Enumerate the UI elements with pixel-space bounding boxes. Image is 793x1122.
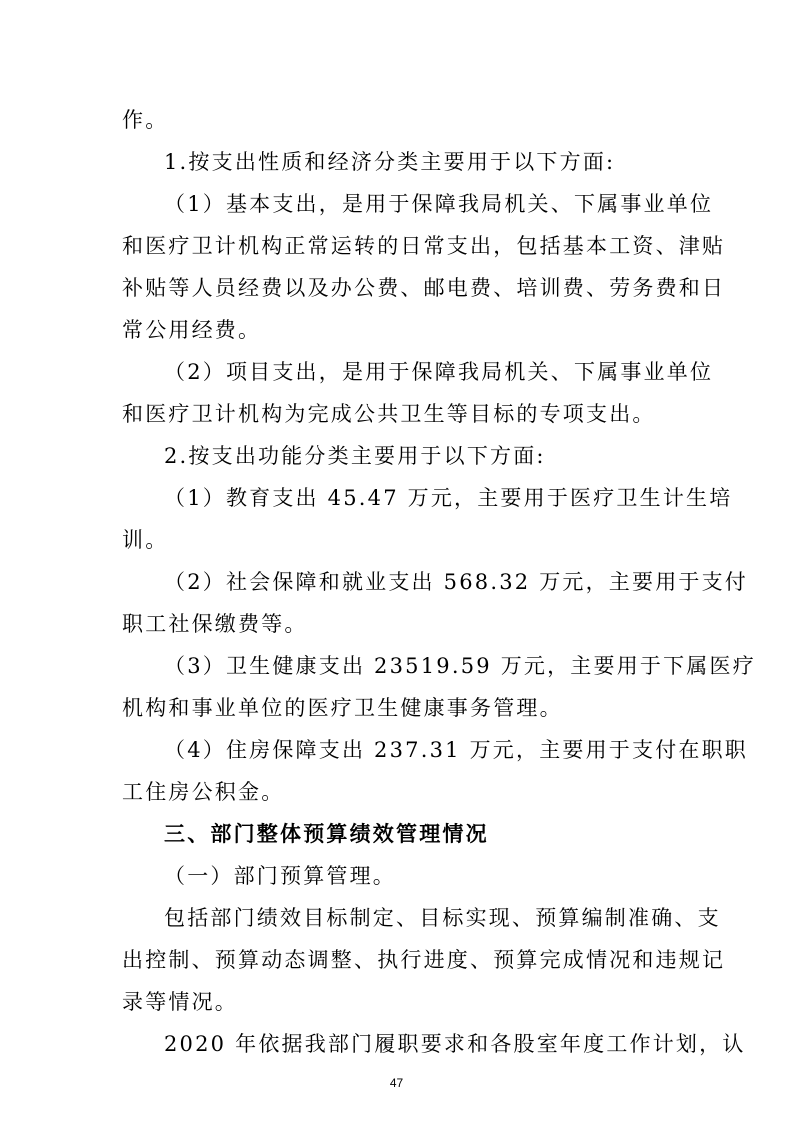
- section-item-1: 1.按支出性质和经济分类主要用于以下方面:: [164, 150, 616, 174]
- paragraph-line: 机构和事业单位的医疗卫生健康事务管理。: [122, 696, 563, 720]
- paragraph-line: 常公用经费。: [122, 318, 262, 342]
- paragraph-line: （2）项目支出，是用于保障我局机关、下属事业单位: [164, 360, 714, 384]
- paragraph-line: 包括部门绩效目标制定、目标实现、预算编制准确、支: [164, 906, 721, 930]
- paragraph-line: 职工社保缴费等。: [122, 612, 308, 636]
- paragraph-line: （2）社会保障和就业支出 568.32 万元，主要用于支付: [164, 570, 748, 594]
- paragraph-line: 和医疗卫计机构为完成公共卫生等目标的专项支出。: [122, 402, 656, 426]
- section-item-2: 2.按支出功能分类主要用于以下方面:: [164, 444, 546, 468]
- paragraph-line: 补贴等人员经费以及办公费、邮电费、培训费、劳务费和日: [122, 276, 726, 300]
- paragraph-line: 作。: [122, 108, 169, 132]
- paragraph-line: 2020 年依据我部门履职要求和各股室年度工作计划，认: [164, 1032, 746, 1056]
- page-number: 47: [389, 1076, 404, 1090]
- paragraph-line: （4）住房保障支出 237.31 万元，主要用于支付在职职: [164, 738, 748, 762]
- paragraph-line: 出控制、预算动态调整、执行进度、预算完成情况和违规记: [122, 948, 726, 972]
- paragraph-line: 和医疗卫计机构正常运转的日常支出，包括基本工资、津贴: [122, 234, 726, 258]
- section-heading: 三、部门整体预算绩效管理情况: [164, 822, 489, 846]
- subsection-heading: （一）部门预算管理。: [164, 864, 396, 888]
- paragraph-line: 训。: [122, 528, 169, 552]
- paragraph-line: 工住房公积金。: [122, 780, 285, 804]
- paragraph-line: （1）教育支出 45.47 万元，主要用于医疗卫生计生培: [164, 486, 733, 510]
- paragraph-line: （1）基本支出，是用于保障我局机关、下属事业单位: [164, 192, 714, 216]
- paragraph-line: 录等情况。: [122, 990, 238, 1014]
- paragraph-line: （3）卫生健康支出 23519.59 万元，主要用于下属医疗: [164, 654, 756, 678]
